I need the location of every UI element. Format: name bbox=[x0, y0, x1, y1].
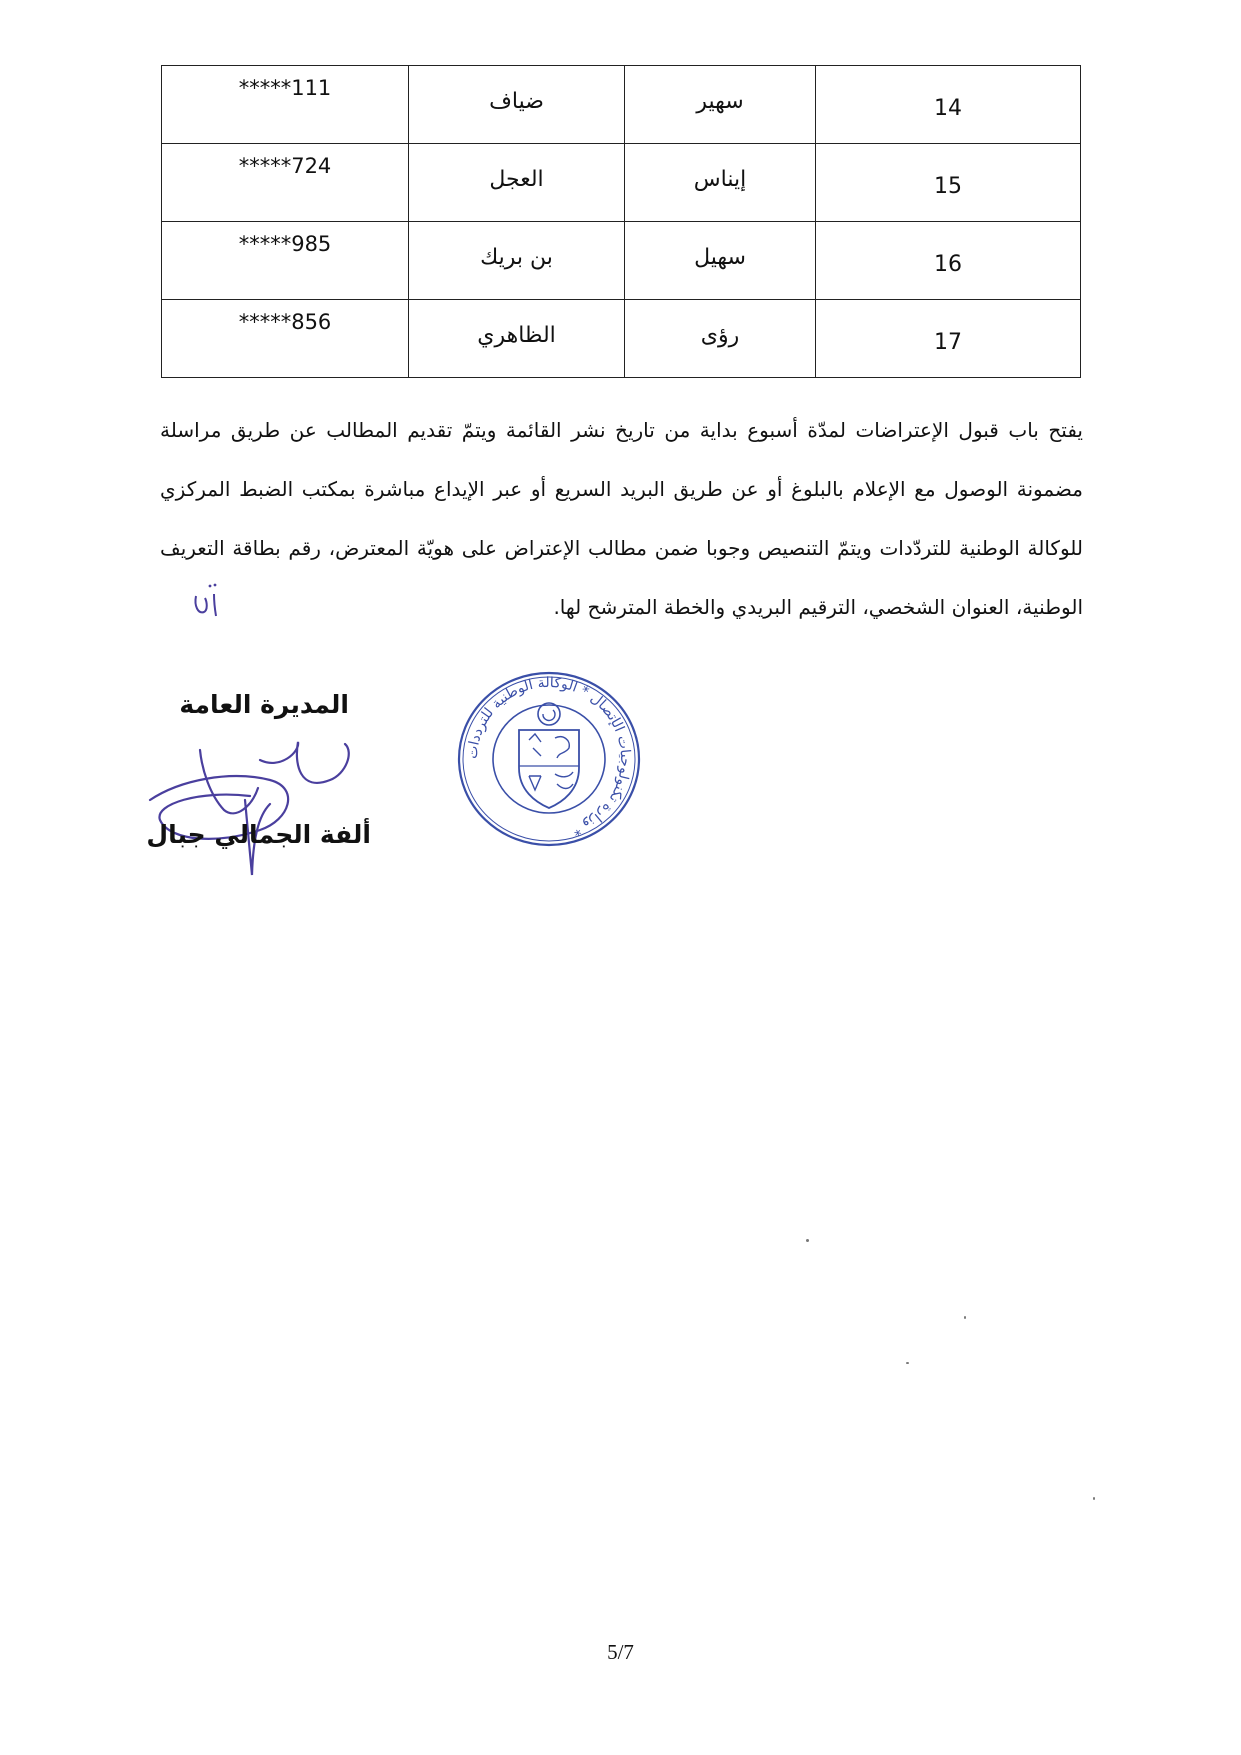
official-stamp bbox=[455, 668, 643, 850]
row-number-cell: 15 bbox=[816, 144, 1081, 222]
first-name-cell: سهير bbox=[625, 66, 816, 144]
last-name-cell: ضياف bbox=[409, 66, 625, 144]
initials-mark bbox=[190, 580, 226, 620]
results-table bbox=[161, 65, 1081, 378]
table-row bbox=[162, 300, 1081, 378]
last-name-cell: العجل bbox=[409, 144, 625, 222]
page-number: 5/7 bbox=[607, 1640, 634, 1664]
table-row bbox=[162, 144, 1081, 222]
signatory-name: ألفة الجمالي جبال bbox=[146, 820, 371, 849]
row-number-cell: 17 bbox=[816, 300, 1081, 378]
scan-speck bbox=[906, 1362, 909, 1364]
row-number-cell: 16 bbox=[816, 222, 1081, 300]
row-number-cell: 14 bbox=[816, 66, 1081, 144]
handwritten-signature bbox=[140, 740, 370, 880]
scan-speck bbox=[806, 1239, 809, 1242]
first-name-cell: رؤى bbox=[625, 300, 816, 378]
last-name-cell: الظاهري bbox=[409, 300, 625, 378]
objection-notice-paragraph: يفتح باب قبول الإعتراضات لمدّة أسبوع بداية من تاريخ نشر القائمة ويتمّ تقديم المطالب عن طريق مراسلة مضمونة الوصول مع الإعلام بالبلوغ أو عن طريق البريد السريع أو عبر الإيداع مباشرة بمكتب الضبط المركزي للوكالة الوطنية للتردّدات ويتمّ التنصيص وجوبا ضمن مطالب الإعتراض على هويّة المعترض، رقم بطاقة التعريف الوطنية، العنوان الشخصي، الترقيم البريدي والخطة المترشح لها. bbox=[160, 418, 1083, 619]
id-cell: *****724 bbox=[162, 144, 409, 222]
scan-speck bbox=[1093, 1497, 1095, 1500]
id-cell: *****985 bbox=[162, 222, 409, 300]
first-name-cell: إيناس bbox=[625, 144, 816, 222]
table-row bbox=[162, 66, 1081, 144]
stamp-outer-text: وزارة تكنولوجيات الإتصال * الوكالة الوطنية للترددات * bbox=[464, 674, 634, 839]
last-name-cell: بن بريك bbox=[409, 222, 625, 300]
id-cell: *****856 bbox=[162, 300, 409, 378]
table-row bbox=[162, 222, 1081, 300]
first-name-cell: سهيل bbox=[625, 222, 816, 300]
signatory-title: المديرة العامة bbox=[179, 690, 349, 719]
scan-speck bbox=[964, 1316, 966, 1319]
id-cell: *****111 bbox=[162, 66, 409, 144]
